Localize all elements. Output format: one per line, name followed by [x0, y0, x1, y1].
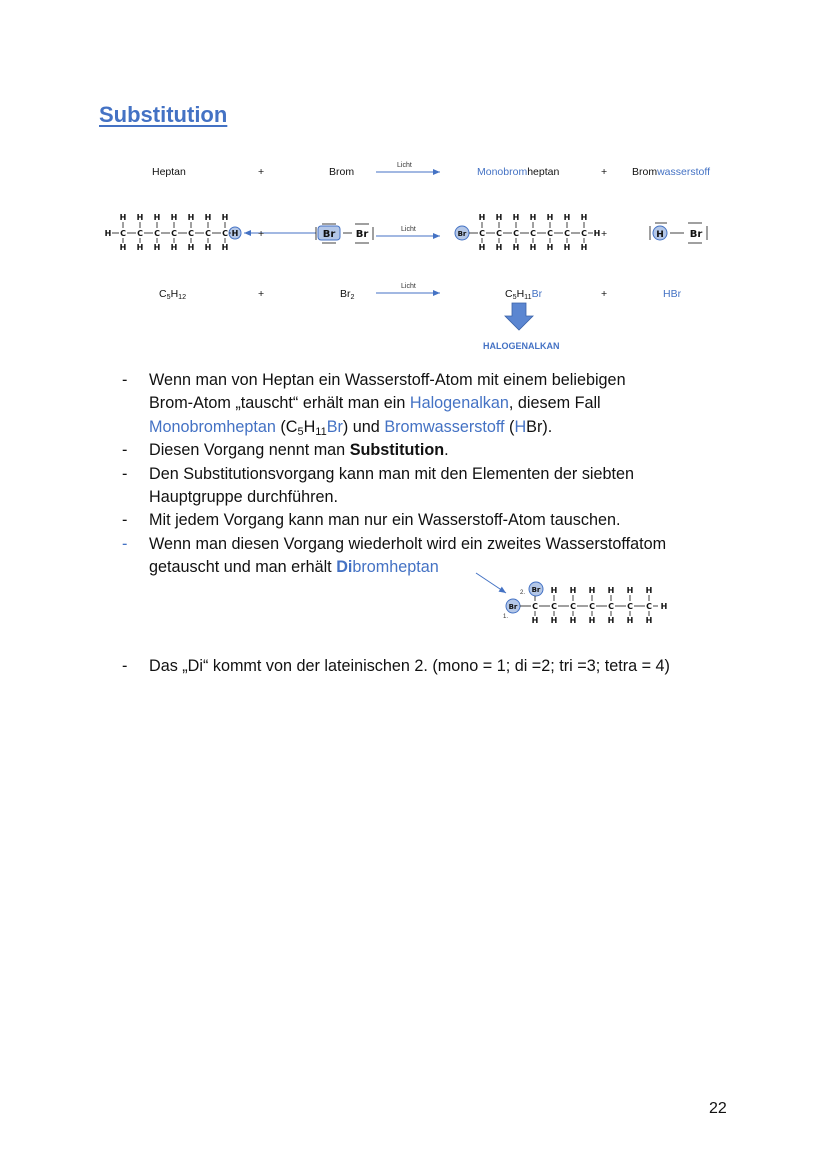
- hydrogen-atom: H: [204, 243, 212, 252]
- hydrogen-atom: H: [136, 243, 144, 252]
- element-c: C: [159, 288, 167, 300]
- hydrogen-atom: H: [550, 616, 558, 625]
- hydrogen-atom: H: [119, 243, 127, 252]
- list-item: [120, 463, 760, 510]
- list-item: [120, 369, 760, 439]
- heptan-label: Heptan: [152, 166, 186, 178]
- carbon-atom: C: [608, 602, 614, 611]
- hydrogen-atom: H: [478, 243, 486, 252]
- bullet-dash: -: [122, 511, 128, 530]
- hydrogen-atom: H: [588, 586, 596, 595]
- heptan-suffix: heptan: [527, 166, 560, 178]
- term-monobromheptan: Monobromheptan: [149, 417, 276, 436]
- hydrogen-atom: H: [529, 213, 537, 222]
- text: .: [444, 441, 449, 460]
- text: Diesen Vorgang nennt man: [149, 441, 350, 460]
- list-item: [120, 533, 760, 580]
- hydrogen-atom: H: [187, 243, 195, 252]
- term-bromwasserstoff: Bromwasserstoff: [384, 417, 505, 436]
- carbon-atom: C: [570, 602, 576, 611]
- subscript: 2: [350, 292, 355, 301]
- list-item: [120, 509, 760, 532]
- hydrogen-atom: H: [512, 213, 520, 222]
- bullet-dash: -: [122, 534, 128, 553]
- text: Br).: [526, 417, 553, 436]
- list-item: [120, 655, 760, 678]
- bromine-atom: Br: [531, 586, 541, 594]
- term-h: H: [514, 417, 527, 436]
- subscript: 5: [297, 425, 304, 438]
- plus-sign: +: [258, 288, 265, 300]
- arrow-label-licht: Licht: [401, 283, 416, 290]
- subscript: 11: [315, 425, 327, 438]
- br2-formula: [340, 288, 354, 300]
- hydrogen-atom: H: [626, 586, 634, 595]
- hydrogen-atom: H: [580, 213, 588, 222]
- text: Mit jedem Vorgang kann man nur ein Wasserstoff-Atom tauschen.: [149, 511, 621, 530]
- carbon-atom: C: [171, 229, 177, 238]
- halogenalkan-label: HALOGENALKAN: [483, 341, 560, 351]
- hydrogen-atom: H: [580, 243, 588, 252]
- subscript: 5: [166, 292, 171, 301]
- plus-sign: +: [258, 166, 265, 178]
- hydrogen-atom: H: [546, 243, 554, 252]
- term-br: Br: [326, 417, 343, 436]
- text: H: [303, 417, 316, 436]
- carbon-atom: C: [154, 229, 160, 238]
- bromine-atom: Br: [322, 229, 336, 240]
- down-arrow-icon: [505, 303, 533, 330]
- carbon-atom: C: [646, 602, 652, 611]
- carbon-atom: C: [581, 229, 587, 238]
- hbr-formula: [663, 288, 681, 300]
- element-br: Br: [670, 288, 682, 300]
- carbon-atom: C: [530, 229, 536, 238]
- text: Hauptgruppe durchführen.: [149, 488, 338, 507]
- bullet-dash: -: [122, 464, 128, 483]
- carbon-atom: C: [513, 229, 519, 238]
- carbon-atom: C: [222, 229, 228, 238]
- hydrogen-atom: H: [153, 213, 161, 222]
- carbon-atom: C: [564, 229, 570, 238]
- text: Das „Di“ kommt von der lateinischen 2. (mono = 1; di =2; tri =3; tetra = 4): [149, 656, 670, 675]
- position-label-2: 2.: [520, 590, 526, 596]
- element-h: H: [663, 288, 671, 300]
- list-item: [120, 439, 760, 462]
- carbon-atom: C: [532, 602, 538, 611]
- carbon-atom: C: [496, 229, 502, 238]
- text: ) und: [342, 417, 385, 436]
- hydrogen-atom: H: [563, 213, 571, 222]
- carbon-atom: C: [627, 602, 633, 611]
- hydrogen-atom: H: [136, 213, 144, 222]
- element-h: H: [170, 288, 179, 300]
- carbon-atom: C: [188, 229, 194, 238]
- c5h12-formula: [159, 288, 186, 300]
- arrow-label-licht: Licht: [401, 226, 416, 233]
- bromine-atom: Br: [508, 603, 518, 611]
- carbon-atom: C: [205, 229, 211, 238]
- carbon-atom: C: [120, 229, 126, 238]
- bromine-atom: Br: [689, 229, 703, 240]
- hydrogen-atom: H: [478, 213, 486, 222]
- hydrogen-atom: H: [546, 213, 554, 222]
- hydrogen-atom: H: [495, 213, 503, 222]
- element-h: H: [516, 288, 525, 300]
- text: (: [504, 417, 515, 436]
- hydrogen-atom: H: [153, 243, 161, 252]
- text: (C: [275, 417, 298, 436]
- bromine-atom: Br: [457, 230, 467, 238]
- text: getauscht und man erhält: [149, 558, 337, 577]
- hydrogen-atom: H: [569, 616, 577, 625]
- hydrogen-atom: H: [221, 243, 229, 252]
- bullet-dash: -: [122, 371, 128, 389]
- subscript: 5: [512, 292, 517, 301]
- hydrogen-atom: H: [529, 243, 537, 252]
- bromine-atom: Br: [355, 229, 369, 240]
- term-bromheptan: bromheptan: [352, 558, 439, 577]
- hydrogen-atom: H: [231, 229, 239, 238]
- hydrogen-atom: H: [660, 602, 668, 611]
- hydrogen-atom: H: [119, 213, 127, 222]
- position-label-1: 1.: [503, 614, 509, 620]
- term-substitution: Substitution: [349, 441, 445, 460]
- arrow-label-licht: Licht: [397, 162, 412, 169]
- text: , diesem Fall: [508, 394, 601, 413]
- carbon-atom: C: [479, 229, 485, 238]
- carbon-atom: C: [589, 602, 595, 611]
- hydrogen-atom: H: [170, 213, 178, 222]
- hydrogen-atom: H: [531, 616, 539, 625]
- text: Den Substitutionsvorgang kann man mit den Elementen der siebten: [149, 464, 635, 483]
- hydrogen-atom: H: [607, 586, 615, 595]
- monobrom-prefix: Monobrom: [477, 166, 528, 178]
- hydrogen-atom: H: [563, 243, 571, 252]
- hydrogen-atom: H: [550, 586, 558, 595]
- text: Wenn man diesen Vorgang wiederholt wird ein zweites Wasserstoffatom: [149, 534, 667, 553]
- monobromheptan-structure: [455, 213, 707, 252]
- plus-sign: +: [601, 288, 608, 300]
- term-halogenalkan: Halogenalkan: [409, 394, 509, 413]
- plus-sign: +: [601, 166, 608, 178]
- bullet-list: [120, 369, 760, 678]
- hydrogen-atom: H: [170, 243, 178, 252]
- plus-sign: +: [258, 228, 265, 240]
- heptan-structure: [105, 213, 241, 252]
- subscript: 11: [524, 292, 532, 301]
- hydrogen-atom: H: [626, 616, 634, 625]
- bullet-dash: -: [122, 441, 128, 460]
- subscript: 12: [178, 292, 187, 301]
- text: Brom-Atom „tauscht“ erhält man ein: [149, 394, 410, 413]
- hydrogen-atom: H: [645, 616, 653, 625]
- carbon-atom: C: [547, 229, 553, 238]
- hydrogen-atom: H: [656, 230, 664, 240]
- hydrogen-atom: H: [187, 213, 195, 222]
- carbon-atom: C: [137, 229, 143, 238]
- hydrogen-atom: H: [593, 229, 601, 238]
- plus-sign: +: [601, 228, 608, 240]
- hydrogen-atom: H: [495, 243, 503, 252]
- hydrogen-atom: H: [204, 213, 212, 222]
- element-br: Br: [531, 288, 543, 300]
- element-br: Br: [340, 288, 351, 300]
- bullet-dash: -: [122, 656, 128, 675]
- brom-label: Brom: [329, 166, 355, 178]
- br2-structure: [316, 224, 373, 243]
- wasserstoff-suffix: wasserstoff: [657, 166, 711, 178]
- hydrogen-atom: H: [569, 586, 577, 595]
- element-c: C: [505, 288, 513, 300]
- term-di: Di: [336, 558, 353, 577]
- page-number: 22: [709, 1100, 727, 1117]
- text: Wenn man von Heptan ein Wasserstoff-Atom mit einem beliebigen: [149, 371, 626, 389]
- hydrogen-atom: H: [512, 243, 520, 252]
- brom-prefix: Brom: [632, 166, 658, 178]
- hydrogen-atom: H: [221, 213, 229, 222]
- hydrogen-atom: H: [588, 616, 596, 625]
- hydrogen-atom: H: [645, 586, 653, 595]
- hydrogen-atom: H: [607, 616, 615, 625]
- c5h11br-formula: [505, 288, 542, 300]
- hydrogen-atom: H: [104, 229, 112, 238]
- carbon-atom: C: [551, 602, 557, 611]
- page-title: Substitution: [99, 102, 228, 127]
